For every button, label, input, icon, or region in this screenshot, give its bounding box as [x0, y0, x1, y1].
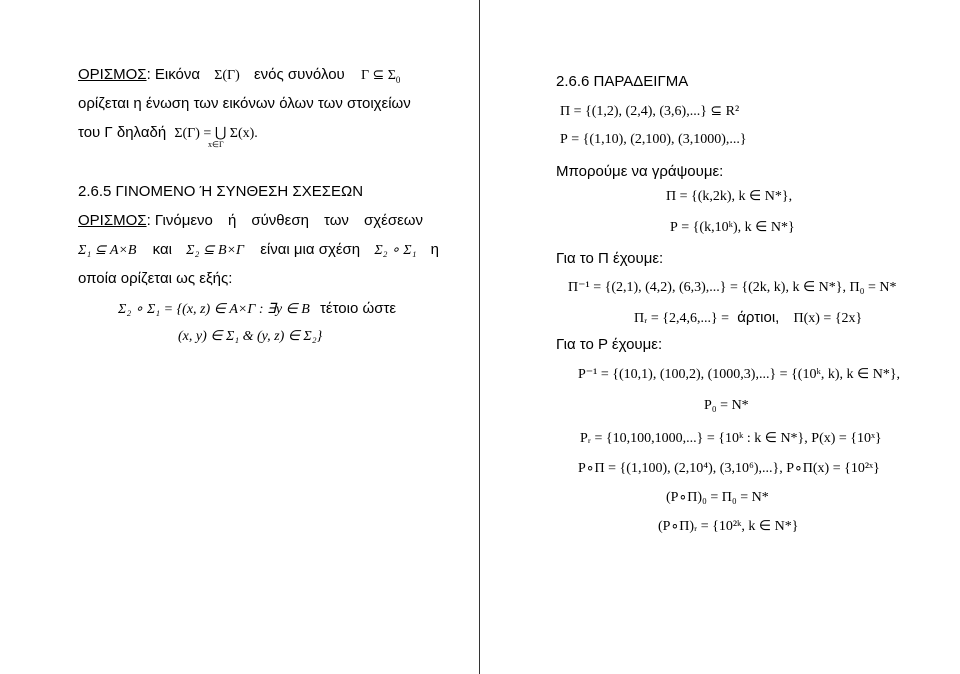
- composition-example: Ρ∘Π = {(1,100), (2,10⁴), (3,10⁶),...}, Ρ∘Π(x) = {10²ˣ}: [578, 461, 880, 476]
- relation-s2: Σ₂ ⊆ B×Γ: [186, 243, 245, 258]
- rho-range: Ρᵣ = {10,100,1000,...} = {10ᵏ : k ∈ N*}, Ρ(x) = {10ˣ}: [580, 431, 882, 446]
- rho-inverse: Ρ⁻¹ = {(10,1), (100,2), (1000,3),...} = {(10ᵏ, k), k ∈ N*},: [578, 367, 901, 382]
- subset-symbol: Γ ⊆ $\Sigma_0$: [360, 68, 401, 85]
- composition-symbol: Σ₂ ∘ Σ₁: [374, 243, 417, 258]
- composition-formula: Σ₂ ∘ Σ₁ = {(x, z) ∈ A×Γ : ∃y ∈ B τέτοιο ώστε: [118, 300, 397, 317]
- def1-line1: ΟΡΙΣΜΟΣ: Εικόνα Σ(Γ) ενός συνόλου Γ ⊆ $\Sigma_0$: [78, 66, 401, 85]
- relation-s1: Σ₁ ⊆ A×B: [78, 243, 137, 258]
- write-text: Μπορούμε να γράψουμε:: [556, 163, 724, 180]
- for-pi-text: Για το Π έχουμε:: [556, 250, 664, 267]
- def2-line1: ΟΡΙΣΜΟΣ: Γινόμενο ή σύνθεση των σχέσεων: [78, 212, 423, 229]
- composition-domain: (Ρ∘Π)₀ = Π₀ = N*: [666, 490, 769, 505]
- def2-line3: οποία ορίζεται ως εξής:: [78, 270, 233, 287]
- rho-general: Ρ = {(k,10ᵏ), k ∈ N*}: [670, 220, 795, 235]
- pi-range: Πᵣ = {2,4,6,...} = άρτιοι, Π(x) = {2x}: [634, 309, 863, 326]
- pi-inverse: Π⁻¹ = {(2,1), (4,2), (6,3),...} = {(2k, k), k ∈ N*}, Π₀ = N*: [568, 280, 897, 295]
- union-index: x∈Γ: [208, 140, 224, 149]
- rho-domain: Ρ₀ = N*: [704, 398, 749, 413]
- example-heading: 2.6.6 ΠΑΡΑΔΕΙΓΜΑ: [556, 73, 689, 90]
- right-page: [480, 0, 960, 674]
- pi-definition: Π = {(1,2), (2,4), (3,6),...} ⊆ R²: [560, 104, 740, 119]
- rho-definition: Ρ = {(1,10), (2,100), (3,1000),...}: [560, 132, 747, 147]
- def1-line3: του Γ δηλαδή Σ(Γ) = ⋃ Σ(x).: [78, 124, 258, 141]
- image-symbol: Σ(Γ): [214, 68, 240, 83]
- pi-general: Π = {(k,2k), k ∈ N*},: [666, 189, 793, 204]
- def1-line2: ορίζεται η ένωση των εικόνων όλων των στοιχείων: [78, 95, 411, 112]
- composition-condition: (x, y) ∈ Σ₁ & (y, z) ∈ Σ₂}: [178, 329, 323, 344]
- def2-label: ΟΡΙΣΜΟΣ: [78, 212, 147, 229]
- composition-range: (Ρ∘Π)ᵣ = {10²ᵏ, k ∈ N*}: [658, 519, 799, 534]
- section-title: 2.6.5 ΓΙΝΟΜΕΝΟ Ή ΣΥΝΘΕΣΗ ΣΧΕΣΕΩΝ: [78, 183, 364, 200]
- def2-line2: Σ₁ ⊆ A×B και Σ₂ ⊆ B×Γ είναι μια σχέση Σ₂ ∘ Σ₁ η: [78, 241, 439, 258]
- for-rho-text: Για το Ρ έχουμε:: [556, 336, 663, 353]
- def1-label: ΟΡΙΣΜΟΣ: [78, 66, 147, 83]
- union-formula: Σ(Γ) = ⋃ Σ(x).: [174, 126, 258, 141]
